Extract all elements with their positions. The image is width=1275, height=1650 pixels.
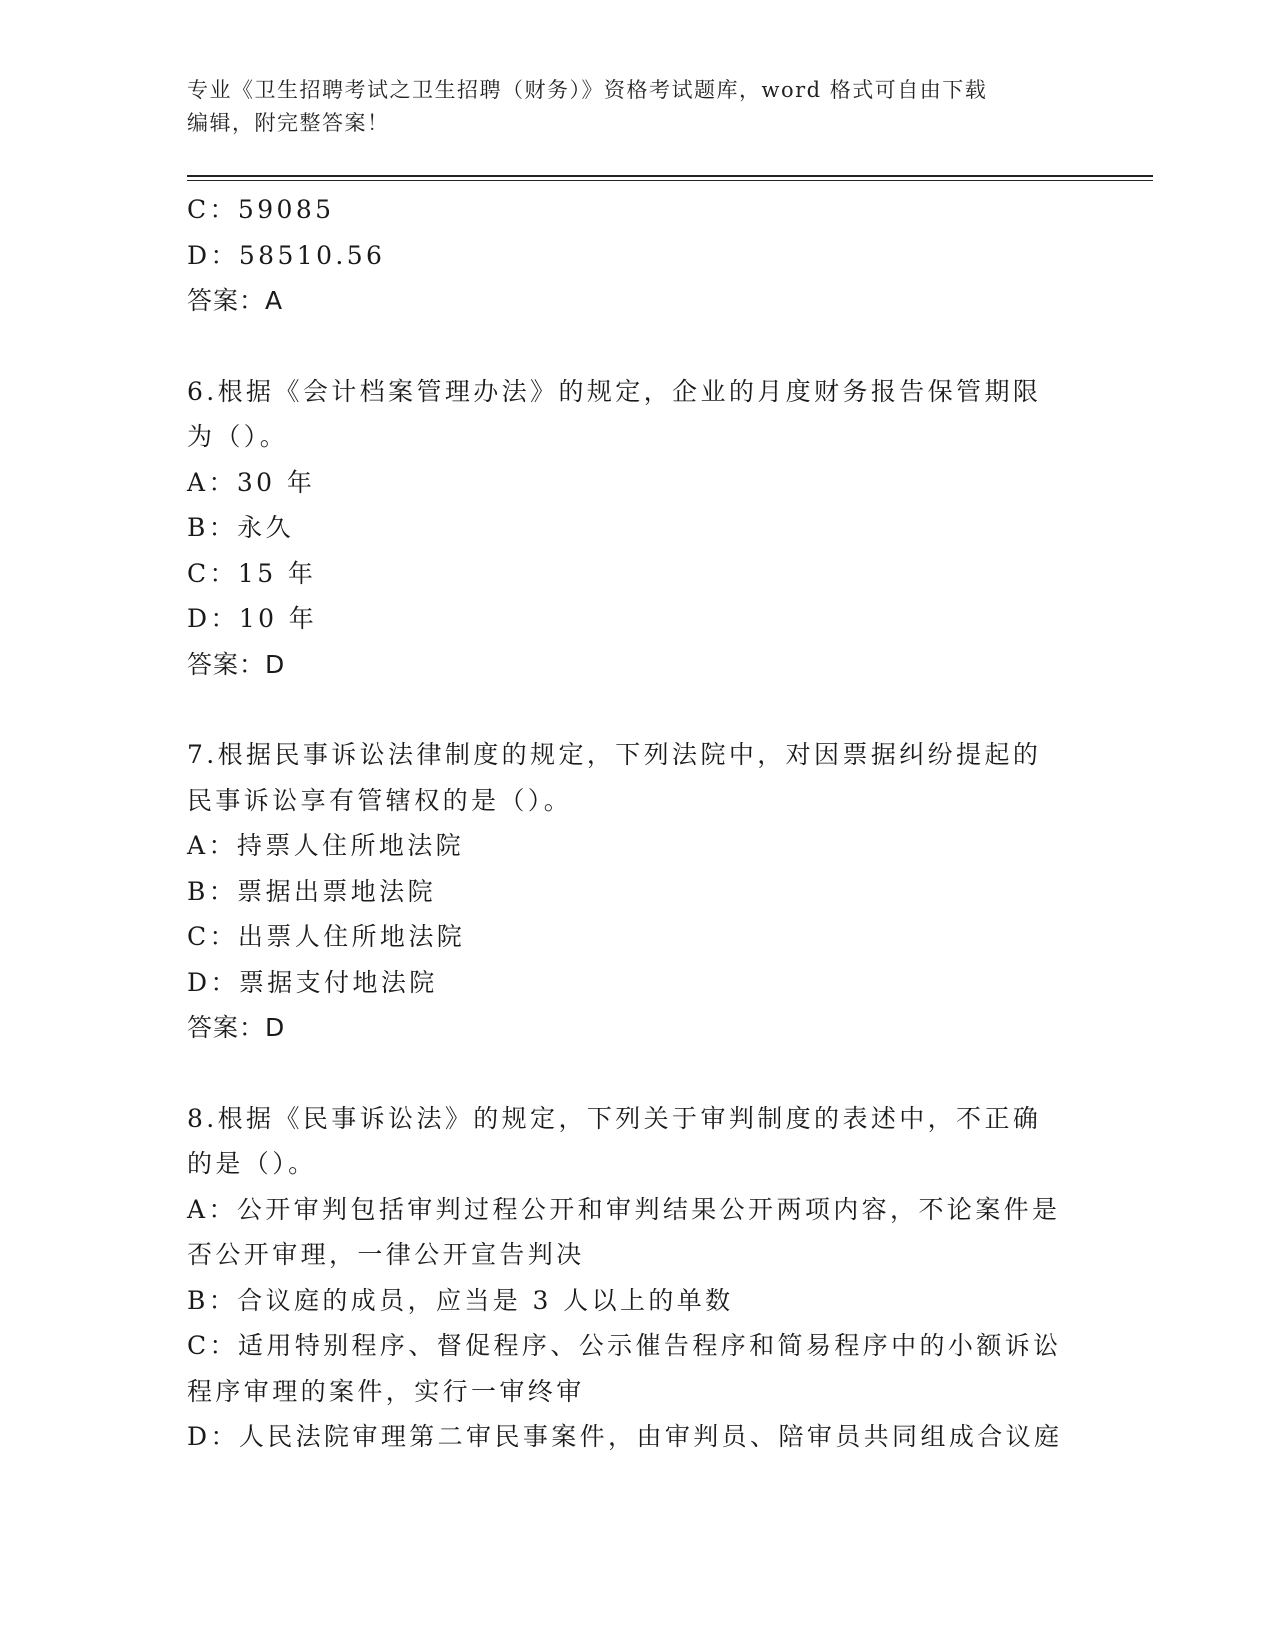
spacer (187, 324, 1087, 369)
option-d: D：10 年 (187, 604, 318, 633)
question-6 (187, 369, 1087, 688)
question-stem-cont: 民事诉讼享有管辖权的是（）。 (187, 785, 573, 815)
option-c: C：59085 (187, 195, 335, 224)
option-c-cont: 程序审理的案件，实行一审终审 (187, 1376, 585, 1406)
header-line-2: 编辑，附完整答案！ (187, 111, 390, 135)
spacer (187, 687, 1087, 732)
option-a: A：公开审判包括审判过程公开和审判结果公开两项内容，不论案件是 (187, 1194, 1061, 1224)
question-8 (187, 1096, 1087, 1460)
header-rule-thin (187, 180, 1153, 181)
option-d: D：58510.56 (187, 240, 386, 270)
option-c: C：出票人住所地法院 (187, 922, 466, 951)
page-header (187, 74, 1087, 140)
question-stem: 7.根据民事诉讼法律制度的规定，下列法院中，对因票据纠纷提起的 (187, 740, 1042, 769)
option-a: A：持票人住所地法院 (187, 831, 465, 860)
question-7 (187, 732, 1087, 1051)
option-d: D：票据支付地法院 (187, 967, 438, 997)
answer-line: 答案：D (187, 1013, 286, 1042)
option-a: A：30 年 (187, 467, 316, 497)
question-stem-cont: 为（）。 (187, 422, 289, 451)
option-b: B：永久 (187, 513, 294, 542)
question-list (187, 187, 1087, 1460)
option-b: B：票据出票地法院 (187, 876, 436, 906)
question-stem: 6.根据《会计档案管理办法》的规定，企业的月度财务报告保管期限 (187, 376, 1042, 406)
header-rule-thick (187, 175, 1153, 177)
answer-line: 答案：A (187, 286, 284, 315)
option-c: C：15 年 (187, 558, 317, 588)
question-stem: 8.根据《民事诉讼法》的规定，下列关于审判制度的表述中，不正确 (187, 1103, 1042, 1133)
question-stem-cont: 的是（）。 (187, 1149, 317, 1178)
option-c: C：适用特别程序、督促程序、公示催告程序和简易程序中的小额诉讼 (187, 1331, 1062, 1360)
answer-line: 答案：D (187, 649, 286, 679)
spacer (187, 1051, 1087, 1096)
header-line-1: 专业《卫生招聘考试之卫生招聘（财务）》资格考试题库，word 格式可自由下载 (187, 78, 988, 102)
previous-question-tail (187, 187, 1087, 324)
option-d: D：人民法院审理第二审民事案件，由审判员、陪审员共同组成合议庭 (187, 1422, 1063, 1451)
option-a-cont: 否公开审理，一律公开宣告判决 (187, 1240, 585, 1269)
option-b: B：合议庭的成员，应当是 3 人以上的单数 (187, 1285, 734, 1315)
